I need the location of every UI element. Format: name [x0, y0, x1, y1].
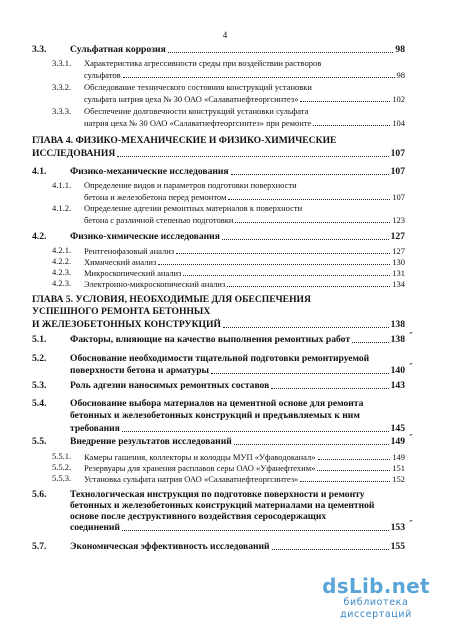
toc-entry: [32, 135, 405, 159]
toc-entry-page: 102: [392, 94, 405, 104]
toc-entry-line: [84, 245, 405, 256]
toc-entry-line: [84, 69, 405, 80]
toc-entry-title: Обследование технического состояния конструкций установки: [84, 82, 312, 92]
toc-entry-line: [84, 473, 405, 484]
toc-entry-number: 3.3.3.: [52, 106, 72, 116]
toc-entry-line: [84, 117, 405, 128]
toc-leader-dots: [183, 275, 390, 276]
toc-entry-line: [32, 294, 405, 306]
toc-entry-line: [70, 231, 405, 242]
toc-entry-line: [70, 365, 405, 377]
toc-entry-line: [32, 135, 405, 147]
toc-entry-line: [70, 541, 405, 552]
toc-entry-number: 4.2.1.: [52, 245, 72, 255]
toc-entry: [52, 245, 405, 256]
toc-entry-line: [84, 462, 405, 473]
toc-entry-title: Резервуары для хранения расплавов серы ОАО «Уфанефтехим»: [84, 463, 316, 473]
toc-entry-number: 5.5.1.: [52, 451, 72, 461]
toc-entry-page: 107: [390, 166, 405, 177]
toc-entry-line: [70, 166, 405, 177]
toc-entry-title: натрия цеха № 30 ОАО «Салаватнефтеоргсинтез» при ремонте: [84, 118, 312, 128]
toc-leader-dots: [223, 327, 389, 328]
toc-leader-dots: [300, 481, 390, 482]
toc-entry-line: [70, 422, 405, 434]
toc-entry-page: 104: [392, 118, 405, 128]
toc-entry-title: Факторы, влияющие на качество выполнения ремонтных работ: [70, 334, 351, 345]
toc-entry-number: 3.3.2.: [52, 82, 72, 92]
toc-entry-title: И ЖЕЛЕЗОБЕТОННЫХ КОНСТРУКЦИЙ: [32, 319, 221, 330]
toc-entry-line: [70, 380, 405, 391]
toc-entry-line: [70, 511, 405, 522]
toc-entry-title: УСПЕШНОГО РЕМОНТА БЕТОННЫХ: [32, 306, 211, 317]
toc-entry-line: [70, 353, 405, 365]
toc-entry-number: 4.1.: [32, 166, 47, 177]
toc-entry-number: 4.2.3.: [52, 278, 72, 288]
toc-entry-title: Электронно-микроскопический анализ: [84, 278, 226, 289]
toc-entry: [52, 267, 405, 278]
margin-mark-icon: ˊ: [408, 359, 413, 375]
toc-entry-line: [70, 500, 405, 511]
toc-leader-dots: [222, 239, 389, 240]
toc-entry-title: ГЛАВА 5. УСЛОВИЯ, НЕОБХОДИМЫЕ ДЛЯ ОБЕСПЕЧЕНИЯ: [32, 294, 311, 305]
toc-entry-page: 155: [390, 541, 405, 552]
toc-entry: [52, 180, 405, 202]
toc-leader-dots: [234, 444, 389, 445]
toc-leader-dots: [211, 373, 389, 374]
watermark-subtitle: библиотека диссертаций: [340, 597, 412, 620]
toc-entry-number: 4.1.2.: [52, 203, 72, 213]
toc-entry-title: Сульфатная коррозия: [70, 44, 166, 55]
toc-entry-line: [84, 93, 405, 104]
watermark-name: dsLib.net: [322, 574, 430, 598]
toc-entry-title: Камеры гашения, коллекторы и колодцы МУП «Уфаводоканал»: [84, 452, 316, 462]
toc-entry-line: [32, 306, 405, 318]
toc-entry-page: 127: [392, 245, 405, 256]
toc-entry-page: 143: [390, 380, 405, 391]
toc-entry-title: Рентгенофазовый анализ: [84, 245, 175, 256]
toc-leader-dots: [272, 549, 389, 550]
toc-entry: [52, 82, 405, 104]
toc-entry-title: сульфатов: [84, 70, 121, 80]
margin-mark-icon: ˊ: [408, 329, 413, 344]
toc-entry: [52, 203, 405, 225]
toc-entry-title: Обеспечение долговечности конструкций установки сульфата: [84, 106, 309, 116]
toc-entry-line: [84, 267, 405, 278]
toc-entry-line: [70, 522, 405, 533]
toc-entry-page: 123: [392, 215, 405, 225]
toc-leader-dots: [271, 388, 388, 389]
toc-entry: [52, 58, 405, 80]
toc-entry-title: основе после деструктивного воздействия серосодержащих: [70, 511, 327, 522]
toc-entry-page: 127: [390, 231, 405, 242]
toc-entry-number: 4.2.3.: [52, 267, 72, 277]
toc-entry-number: 5.7.: [32, 541, 47, 552]
toc-leader-dots: [313, 125, 390, 126]
toc-entry-title: Установка сульфата натрия ОАО «Салаватнефтеоргсинтез»: [84, 474, 299, 484]
toc-entry-title: Роль адгезии наносимых ремонтных составов: [70, 380, 270, 391]
toc-entry-title: Микроскопический анализ: [84, 267, 182, 278]
toc-entry-page: 107: [390, 148, 405, 159]
watermark-logo: [306, 575, 446, 621]
toc-entry-page: 98: [396, 70, 405, 80]
toc-entry-title: бетонных и железобетонных конструкций материалами на цементной: [70, 500, 375, 511]
toc-entry-number: 5.3.: [32, 380, 47, 391]
toc-entry-title: соединений: [70, 522, 120, 533]
toc-entry-number: 4.2.2.: [52, 256, 72, 266]
toc-entry-line: [70, 398, 405, 410]
toc-entry-page: 107: [392, 192, 405, 202]
toc-entry-number: 5.4.: [32, 398, 47, 409]
toc-entry-page: 134: [392, 278, 405, 289]
toc-entry-line: [84, 451, 405, 462]
toc-leader-dots: [231, 174, 389, 175]
toc-entry: [32, 231, 405, 242]
toc-leader-dots: [318, 459, 391, 460]
toc-entry-line: [32, 318, 405, 330]
toc-leader-dots: [122, 530, 389, 531]
toc-leader-dots: [158, 264, 390, 265]
toc-entry: [32, 541, 405, 552]
toc-entry-page: 149: [392, 452, 405, 462]
toc-entry: [32, 44, 405, 55]
toc-entry: [52, 451, 405, 462]
toc-leader-dots: [235, 222, 390, 223]
toc-entry-line: [84, 214, 405, 225]
toc-entry: [52, 473, 405, 484]
toc-entry-page: 149: [390, 436, 405, 447]
toc-entry-page: 153: [390, 522, 405, 533]
toc-entry: [32, 166, 405, 177]
toc-entry-title: Характеристика агрессивности среды при воздействии растворов: [84, 58, 322, 68]
toc-entry-title: бетонных и железобетонных конструкций и предъявляемых к ним: [70, 410, 360, 421]
toc-entry-line: [84, 58, 405, 69]
toc-entry-page: 131: [392, 267, 405, 278]
toc-entry-number: 5.1.: [32, 334, 47, 345]
toc-entry-page: 138: [390, 319, 405, 330]
toc-entry-line: [84, 191, 405, 202]
toc-entry: [32, 353, 413, 376]
toc-entry-line: [84, 256, 405, 267]
toc-entry-line: [70, 334, 405, 345]
toc-leader-dots: [228, 199, 390, 200]
toc-entry-title: ИССЛЕДОВАНИЯ: [32, 148, 116, 159]
toc-entry-title: бетона и железобетона перед ремонтом: [84, 192, 227, 202]
toc-entry: [32, 398, 405, 434]
toc-entry-page: 151: [392, 463, 405, 473]
toc-entry-page: 130: [392, 256, 405, 267]
toc-entry-line: [84, 203, 405, 214]
toc-leader-dots: [122, 431, 389, 432]
toc-entry-line: [84, 106, 405, 117]
toc-entry: [32, 489, 413, 533]
toc-entry-title: бетона с различной степенью подготовки: [84, 215, 234, 225]
toc-entry-page: 98: [395, 44, 405, 55]
toc-entry-page: 138: [390, 334, 405, 345]
toc-entry-number: 4.1.1.: [52, 180, 72, 190]
toc-entry-title: Физико-химические исследования: [70, 231, 220, 242]
toc-entry-title: Физико-механические исследования: [70, 166, 229, 177]
margin-mark-icon: ˊ: [408, 431, 413, 446]
toc-entry-title: Экономическая эффективность исследований: [70, 541, 270, 552]
toc-entry-title: Обоснование необходимости тщательной подготовки ремонтируемой: [70, 353, 370, 364]
toc-entry: [52, 256, 405, 267]
toc-entry-line: [70, 410, 405, 422]
toc-leader-dots: [117, 156, 388, 157]
toc-entry-number: 5.2.: [32, 353, 47, 364]
toc-entry-number: 5.5.3.: [52, 473, 72, 483]
toc-entry-title: Химический анализ: [84, 256, 157, 267]
toc-leader-dots: [176, 253, 390, 254]
toc-entry-title: требования: [70, 423, 120, 434]
toc-entry-line: [70, 44, 405, 55]
toc-entry: [32, 431, 413, 447]
toc-entry: [32, 294, 405, 330]
toc-entry-title: Внедрение результатов исследований: [70, 436, 232, 447]
toc-entry-number: 5.5.2.: [52, 462, 72, 472]
toc-entry-number: 5.6.: [32, 489, 47, 500]
toc-leader-dots: [123, 77, 395, 78]
toc-entry-page: 152: [392, 474, 405, 484]
toc-entry-line: [70, 436, 405, 447]
toc-entry-line: [70, 489, 405, 500]
toc-entry: [32, 329, 413, 345]
margin-mark-icon: ˊ: [408, 517, 413, 532]
toc-entry-line: [84, 180, 405, 191]
toc-entry-page: 140: [390, 365, 405, 376]
toc-entry-title: Определение видов и параметров подготовки поверхности: [84, 180, 297, 190]
toc-entry-title: Определение адгезии ремонтных материалов к поверхности: [84, 203, 303, 213]
toc-entry-title: поверхности бетона и арматуры: [70, 365, 210, 376]
toc-entry: [52, 106, 405, 128]
toc-entry-title: ГЛАВА 4. ФИЗИКО-МЕХАНИЧЕСКИЕ И ФИЗИКО-ХИМИЧЕСКИЕ: [32, 135, 337, 146]
toc-leader-dots: [352, 342, 389, 343]
toc-entry-title: Технологическая инструкция по подготовке поверхности и ремонту: [70, 489, 365, 500]
toc-entry-number: 5.5.: [32, 436, 47, 447]
toc-entry-number: 3.3.1.: [52, 58, 72, 68]
toc-entry-line: [84, 82, 405, 93]
toc-entry-title: сульфата натрия цеха № 30 ОАО «Салаватнефтеоргсинтез»: [84, 94, 299, 104]
toc-entry: [52, 462, 405, 473]
toc-entry: [32, 380, 405, 391]
toc-entry: [52, 278, 405, 289]
page-number: 4: [222, 30, 228, 40]
toc-entry-page: 145: [390, 423, 405, 434]
toc-entry-number: 3.3.: [32, 44, 47, 55]
toc-entry-title: Обоснование выбора материалов на цементной основе для ремонта: [70, 398, 364, 409]
toc-entry-line: [84, 278, 405, 289]
toc-leader-dots: [317, 470, 390, 471]
toc-leader-dots: [168, 52, 394, 53]
toc-entry-line: [32, 147, 405, 159]
toc-leader-dots: [227, 286, 390, 287]
toc-leader-dots: [300, 101, 390, 102]
toc-entry-number: 4.2.: [32, 231, 47, 242]
